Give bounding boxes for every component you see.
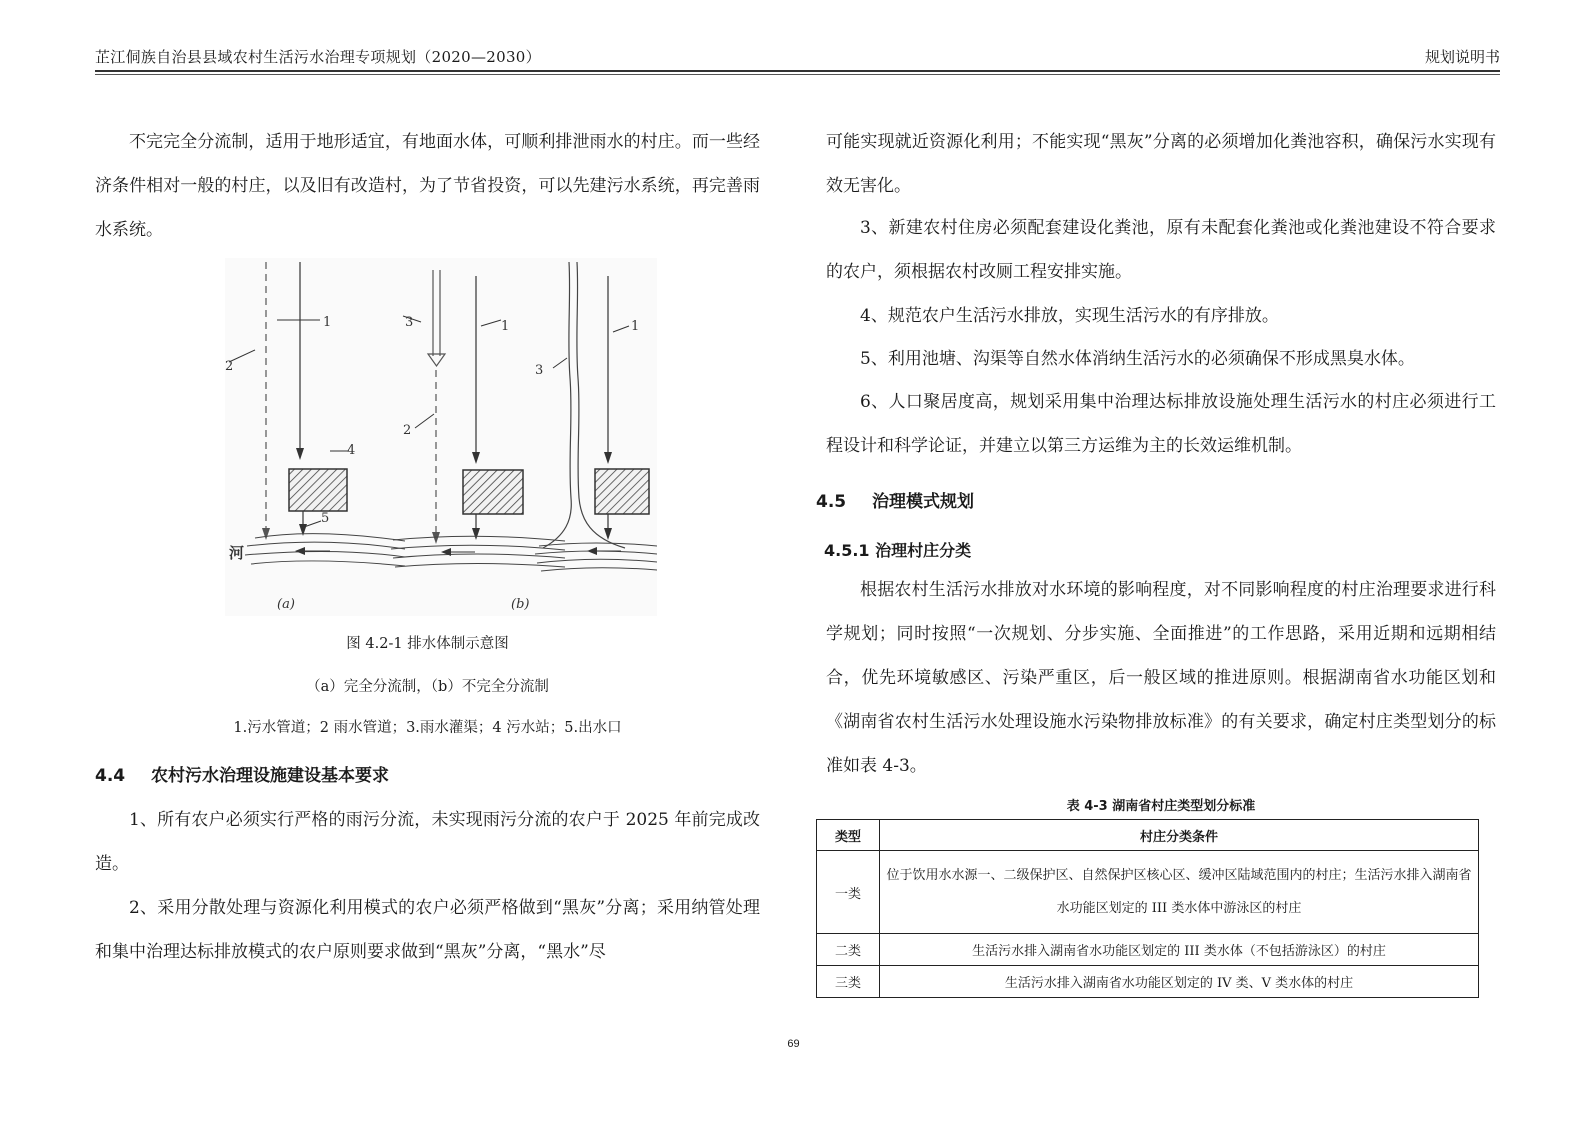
label-panel-a: (a) bbox=[277, 597, 295, 612]
figure-caption-title: 图 4.2-1 排水体制示意图 bbox=[346, 636, 509, 652]
paragraph-requirement-4: 4、规范农户生活污水排放，实现生活污水的有序排放。 bbox=[860, 306, 1279, 326]
sewage-station-a bbox=[289, 469, 347, 511]
table-cell-type: 二类 bbox=[817, 934, 880, 966]
paragraph-requirement-5: 5、利用池塘、沟渠等自然水体消纳生活污水的必须确保不形成黑臭水体。 bbox=[860, 349, 1415, 369]
label-sewage-station-a: 4 bbox=[347, 443, 356, 458]
label-storm-channel-c: 3 bbox=[535, 363, 544, 378]
table-row bbox=[817, 934, 1479, 966]
figure-caption-subtitle: （a）完全分流制，（b）不完全分流制 bbox=[306, 679, 549, 695]
label-sewer-pipe-c: 1 bbox=[631, 319, 640, 334]
label-sewer-pipe-b: 1 bbox=[501, 319, 510, 334]
section-heading-4-4 bbox=[95, 761, 389, 786]
table-cell-condition: 生活污水排入湖南省水功能区划定的 III 类水体（不包括游泳区）的村庄 bbox=[880, 934, 1479, 966]
table-cell-type: 三类 bbox=[817, 966, 880, 998]
table-row bbox=[817, 966, 1479, 998]
label-river: 河 bbox=[229, 544, 245, 562]
table-cell-condition: 位于饮用水水源一、二级保护区、自然保护区核心区、缓冲区陆域范围内的村庄；生活污水排入湖南省水功能区划定的 III 类水体中游泳区的村庄 bbox=[880, 851, 1479, 934]
sewage-station-b bbox=[463, 470, 523, 514]
table-cell-condition: 生活污水排入湖南省水功能区划定的 IV 类、V 类水体的村庄 bbox=[880, 966, 1479, 998]
sewage-station-c bbox=[595, 469, 649, 514]
paragraph-requirement-2: 2、采用分散处理与资源化利用模式的农户必须严格做到“黑灰”分离；采用纳管处理和集中治理达标排放模式的农户原则要求做到“黑灰”分离，“黑水”尽 bbox=[95, 898, 760, 962]
label-panel-b: (b) bbox=[511, 597, 530, 612]
paragraph-requirement-2-cont: 可能实现就近资源化利用；不能实现“黑灰”分离的必须增加化粪池容积，确保污水实现有效无害化。 bbox=[826, 132, 1496, 196]
header-rule-thick bbox=[95, 70, 1500, 72]
figure-caption-legend: 1.污水管道；2 雨水管道；3.雨水灌渠；4 污水站；5.出水口 bbox=[233, 720, 622, 736]
label-outlet-a: 5 bbox=[321, 511, 330, 526]
section-number: 4.5 bbox=[816, 492, 847, 512]
table-header-type: 类型 bbox=[817, 820, 880, 851]
subsection-heading-4-5-1: 4.5.1 治理村庄分类 bbox=[824, 541, 972, 560]
label-storm-channel-b: 3 bbox=[405, 315, 414, 330]
table-header-row bbox=[817, 820, 1479, 851]
section-heading-4-5 bbox=[816, 487, 974, 512]
table-caption: 表 4-3 湖南省村庄类型划分标准 bbox=[1066, 799, 1256, 814]
section-title: 农村污水治理设施建设基本要求 bbox=[151, 766, 389, 786]
page-number: 69 bbox=[787, 1038, 800, 1050]
header-document-type: 规划说明书 bbox=[1424, 48, 1500, 66]
label-storm-pipe-a: 2 bbox=[225, 359, 234, 374]
label-sewer-pipe-a: 1 bbox=[323, 315, 332, 330]
village-classification-table bbox=[816, 819, 1479, 998]
paragraph-village-classification: 根据农村生活污水排放对水环境的影响程度，对不同影响程度的村庄治理要求进行科学规划；同时按照“一次规划、分步实施、全面推进”的工作思路，采用近期和远期相结合，优先环境敏感区、污染严重区，后一般区域的推进原则。根据湖南省水功能区划和《湖南省农村生活污水处理设施水污染物排放标准》的有关要求，确定村庄类型划分的标准如表 4-3。 bbox=[826, 580, 1496, 776]
page-header bbox=[95, 46, 1500, 68]
table-header-condition: 村庄分类条件 bbox=[880, 820, 1479, 851]
header-document-title: 芷江侗族自治县县域农村生活污水治理专项规划（2020—2030） bbox=[95, 48, 541, 66]
paragraph-requirement-3: 3、新建农村住房必须配套建设化粪池，原有未配套化粪池或化粪池建设不符合要求的农户，须根据农村改厕工程安排实施。 bbox=[826, 218, 1496, 282]
table-cell-type: 一类 bbox=[817, 851, 880, 934]
section-title: 治理模式规划 bbox=[872, 492, 974, 512]
table-row bbox=[817, 851, 1479, 934]
drainage-system-figure bbox=[225, 258, 657, 616]
label-storm-pipe-b: 2 bbox=[403, 423, 412, 438]
section-number: 4.4 bbox=[95, 766, 126, 786]
paragraph-partial-separation: 不完完全分流制，适用于地形适宜，有地面水体，可顺利排泄雨水的村庄。而一些经济条件相对一般的村庄，以及旧有改造村，为了节省投资，可以先建污水系统，再完善雨水系统。 bbox=[95, 132, 760, 240]
paragraph-requirement-6: 6、人口聚居度高，规划采用集中治理达标排放设施处理生活污水的村庄必须进行工程设计和科学论证，并建立以第三方运维为主的长效运维机制。 bbox=[826, 392, 1496, 456]
header-rule-thin bbox=[95, 74, 1500, 75]
paragraph-requirement-1: 1、所有农户必须实行严格的雨污分流，未实现雨污分流的农户于 2025 年前完成改造。 bbox=[95, 810, 760, 874]
